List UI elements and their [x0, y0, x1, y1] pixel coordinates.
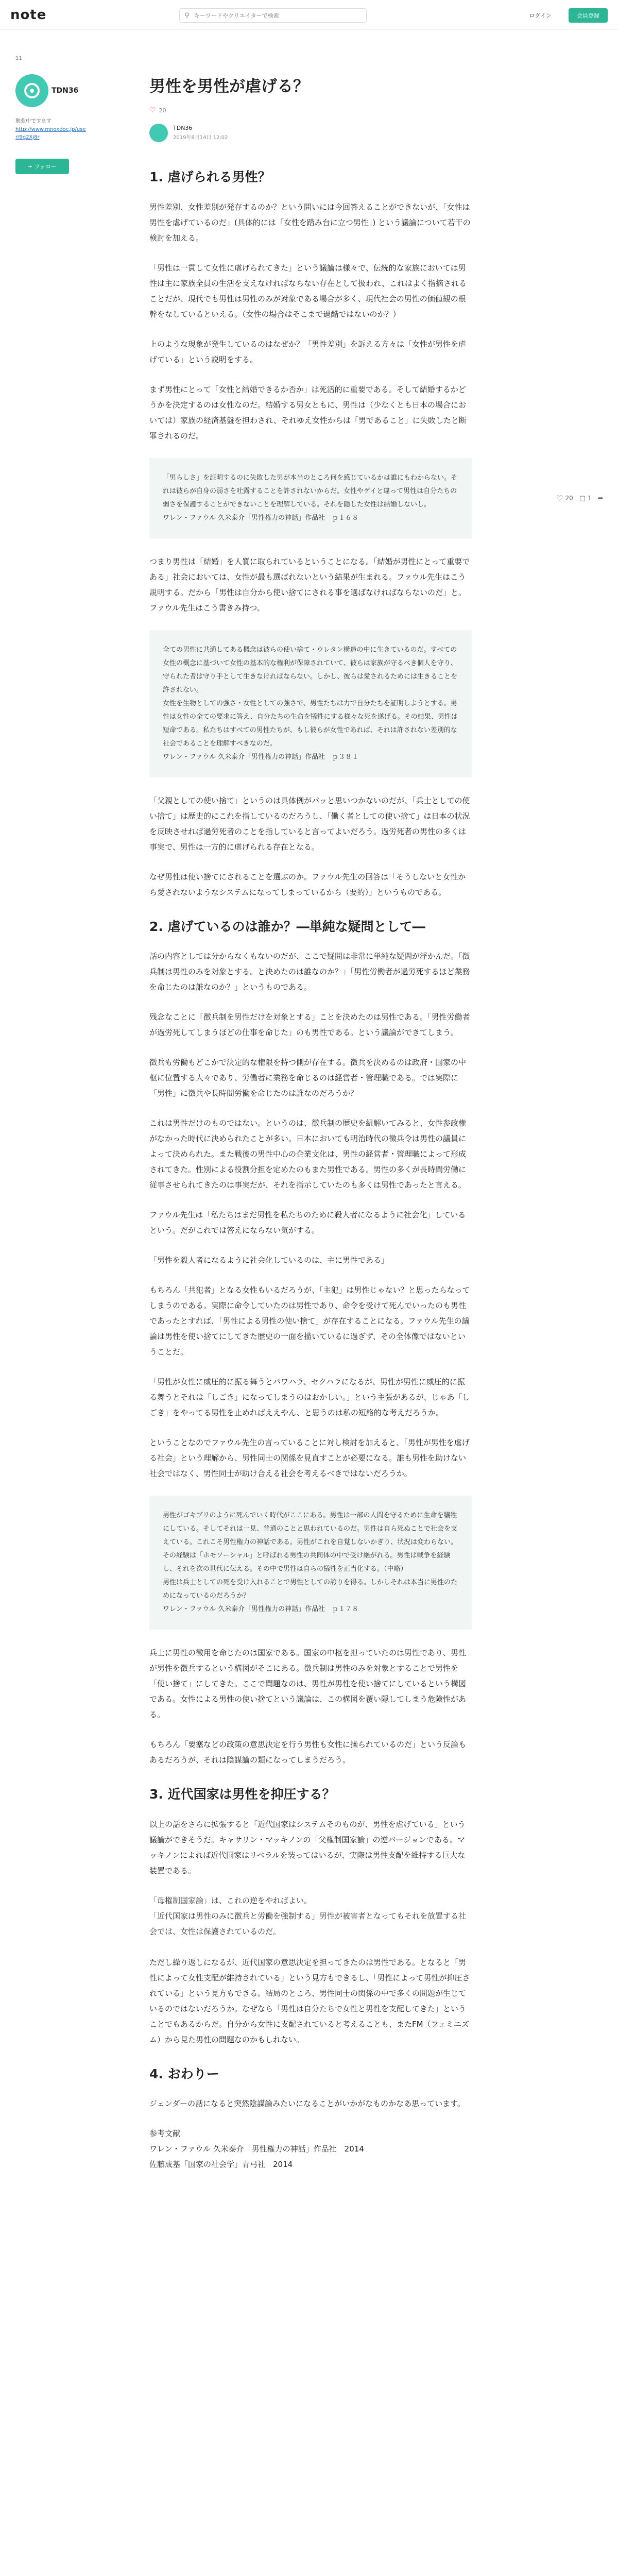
avatar-icon: [22, 80, 42, 101]
paragraph: 「父親としての使い捨て」というのは具体例がパッと思いつかないのだが、「兵士としての使い捨て」は歴史的にこれを指しているのだろうし、「働く者としての使い捨て」は日本の状況を反映させれば過労死者のことを指していると言ってよいだろう。過労死者の男性の多くは事実で、男性は一方的に虐げられる存在となる。: [149, 795, 470, 852]
quote-text: 「母権制国家論」は、これの逆をやればよい。 「近代国家は男性のみに徴兵と労働を強制する」男性が被害者となってもそれを放置する社会では、女性は保護されているのだ。: [149, 1895, 467, 1936]
paragraph: 「男性を殺人者になるように社会化しているのは、主に男性である」: [149, 1256, 389, 1265]
action-like-count: 20: [565, 495, 573, 502]
blockquote: [149, 1496, 472, 1630]
paragraph: 兵士に男性の徴用を命じたのは国家である。国家の中枢を担っていたのは男性であり、男性が男性を徴兵するという構図がそこにある。徴兵制は男性のみを対象とすることで男性を「使い捨て」にしてきた。ここで問題なのは、男性が男性を使い捨てにしているという構図である。女性による男性の使い捨てという議論は、この構図を覆い隠してしまう危険性がある。: [149, 1648, 467, 1719]
article-section: [149, 1786, 472, 2047]
paragraph: ファウル先生は「私たちはまだ男性を私たちのために殺人者になるように社会化」しているという。だがこれでは答えにならない気がする。: [149, 1210, 466, 1235]
signup-button[interactable]: 会員登録: [569, 8, 608, 23]
publish-date: 2019年8月14日 12:02: [173, 135, 228, 141]
paragraph: もちろん「要塞などの政策の意思決定を行う男性も女性に操られているのだ」という反論もあるだろうが、それは陰謀論の類になってしまうだろう。: [149, 1740, 467, 1765]
section-heading: 4. おわりー: [149, 2066, 219, 2081]
quote-text: 全ての男性に共通してある概念は彼らの使い捨て・ウレタン構造の中に生きているのだ。すべての女性の概念に基づいて女性の基本的な権利が保障されていて、彼らは家族が守るべき個人を守り、守られた者は守り手として生きなければならない。しかし、彼らは愛されるためには生きることを許されない。 女性を生物としての強さ・女性としての強さで、男性たちは力で自分たちを証明しようとする。男性は女性の全ての要求に答え、自分たちの生命を犠牲にする様々な死を遂げる。その結果、男性は短命である。私たちはすべての男性たちが、もし彼らが女性であれば、それは許されない差別的な社会であることを理解すべきなのだ。 ワレン・ファウル 久米泰介「男性権力の神話」作品社 ｐ３８１: [163, 646, 458, 761]
paragraph: 徴兵も労働もどこかで決定的な権限を持つ側が存在する。徴兵を決めるのは政府・国家の中枢に位置する人々であり、労働者に業務を命じるのは経営者・管理職である。では実際に「男性」に徴兵や長時間労働を命じたのは誰なのだろうか？: [149, 1058, 467, 1098]
paragraph: 上のような現象が発生しているのはなぜか？「男性差別」を訴える方々は「女性が男性を虐げている」という説明をする。: [149, 339, 467, 364]
paragraph: 男性差別、女性差別が発存するのか？という問いには今回答えることができないが、「女性は男性を虐げているのだ」(具体的には「女性を踏み台に立つ男性」) という議論について若干の検討を加える。: [149, 202, 471, 243]
author-row: [149, 124, 355, 144]
page-title: 男性を男性が虐げる？: [149, 77, 309, 96]
like-summary: [149, 106, 166, 114]
sidebar-author-name[interactable]: TDN36: [52, 87, 79, 95]
comment-icon[interactable]: □: [579, 494, 586, 502]
search-input[interactable]: [194, 12, 359, 19]
sidebar-tag: 11: [15, 56, 22, 61]
author-avatar[interactable]: [149, 124, 168, 142]
login-button[interactable]: ログイン: [520, 9, 560, 22]
paragraph: 「男性は一貫して女性に虐げられてきた」という議論は様々で、伝統的な家族においては男性は主に家族全員の生活を支えなければならない存在として扱われ、これはよく指摘されることだが、現代でも男性は男性のみが対象である場合が多く、現代社会の男性の価値観の根幹をなしているといえる。（女性の場合はそこまで過酷ではないのか？）: [149, 263, 467, 319]
profile-link[interactable]: http://www.mnoxdoc.jp/user/9g2Xj8r: [15, 127, 86, 140]
blockquote: [149, 630, 472, 777]
profile-text: 勉強中ですます: [15, 118, 52, 124]
quote-text: 男性がゴキブリのように死んでいく時代がここにある。男性は一部の人間を守るために生命を犠牲にしている。そしてそれは一見、普通のことと思われているのだ。男性は自ら死ぬことで社会を支えている。これこそ男性権力の神話である。男性がこれを自覚しないかぎり、状況は変わらない。 その経験は「ホモソーシャル」と呼ばれる男性の共同体の中で受け継がれる。男性は戦争を経験し、それを次の世代に伝える。その中で男性は自らの犠牲を正当化する。（中略） 男性は兵士としての死を受け入れることで男性としての誇りを得る。しかしそれは本当に男性のためになっているのだろうか？ ワレン・ファウル 久米泰介「男性権力の神話」作品社 ｐ１７８: [163, 1512, 458, 1613]
paragraph: ただし繰り返しになるが、近代国家の意思決定を担ってきたのは男性である。となると「男性によって女性支配が維持されている」という見方もできるし、「男性によって男性が抑圧されている」という見方もできる。結局のところ、男性同士の関係の中で多くの問題が生じているのではないだろうか。なぜなら「男性は自分たちで女性と男性を支配してきた」ということでもあるからだ。自分から女性に支配されていると考えることも、またFM（フェミニズム）から見た男性の問題なのかもしれない。: [149, 1957, 470, 2044]
article-section: [149, 919, 472, 1768]
paragraph: なぜ男性は使い捨てにされることを選ぶのか。ファウル先生の回答は「そうしないと女性から愛されないようなシステムになってしまっているから（要約）」というものである。: [149, 872, 466, 897]
article: [149, 76, 472, 2169]
heart-icon[interactable]: ♡: [149, 106, 156, 114]
paragraph: ということなのでファウル先生の言っていることに対し検討を加えると、「男性が男性を虐げる社会」という理解から、男性同士の関係を見直すことが必要になる。誰も男性を助けない社会ではなく、男性同士が助け合える社会を考えるべきではないだろうか。: [149, 1438, 470, 1478]
paragraph: 以上の話をさらに拡張すると「近代国家はシステムそのものが、男性を虐げている」という議論ができそうだ。キャサリン・マッキノンの「父権制国家論」の逆バージョンである。マッキノンによれば近代国家はリベラルを装ってはいるが、実際は男性支配を維持する巨大な装置である。: [149, 1819, 466, 1875]
action-comment-count: 1: [588, 495, 592, 502]
paragraph: ジェンダーの話になると突然陰謀論みたいになることがいかがなものかなあ思っています。: [149, 2099, 465, 2108]
paragraph: 「男性が女性に威圧的に振る舞うとパワハラ、セクハラになるが、男性が男性に威圧的に振る舞うとそれは「しごき」になってしまうのはおかしい。」という主張があるが、じゃあ「しごき」をやってる男性を止めればええやん、と思うのは私の短絡的な考えだろうか。: [149, 1377, 470, 1417]
paragraph: 話の内容としては分からなくもないのだが、ここで疑問は非常に単純な疑問が浮かんだ。「徴兵制は男性のみを対象とする。と決めたのは誰なのか？」「男性労働者が過労死するほど業務を命じたのは誰なのか？」というものである。: [149, 952, 470, 992]
section-heading: 1. 虐げられる男性？: [149, 170, 271, 184]
like-icon[interactable]: ♡: [556, 494, 563, 503]
like-count: 20: [159, 107, 166, 114]
section-heading: 3. 近代国家は男性を抑圧する？: [149, 1787, 335, 1802]
paragraph: これは男性だけのものではない。というのは、徴兵制の歴史を紐解いてみると、女性参政権がなかった時代に決められたことが多い。日本においても明治時代の徴兵令は男性の議員によって決められた。また戦後の男性中心の企業文化は、男性の経営者・管理職によって形成されてきた。性別による役割分担を定めたのもまた男性である。男性の多くが長時間労働に従事させられてきたのは事実だが、それを指示していたのも多くは男性であったと言える。: [149, 1118, 467, 1190]
article-section: [149, 169, 472, 900]
paragraph: もちろん「共犯者」となる女性もいるだろうが、「主犯」は男性じゃない？と思ったらなってしまうのである。実際に命令していたのは男性であり、命令を受けて死んでいったのも男性であったとすれば、「男性による男性の使い捨て」が存在することになる。ファウル先生の議論は男性を使い捨てにしてきた歴史の一面を描いているに過ぎず、その全体像ではないということだ。: [149, 1285, 470, 1357]
article-body: [149, 169, 472, 2187]
section-heading: 2. 虐げているのは誰か？―単純な疑問として―: [149, 919, 425, 934]
blockquote: [149, 1893, 472, 1939]
follow-button[interactable]: + フォロー: [15, 159, 69, 174]
author-name[interactable]: TDN36: [173, 125, 193, 131]
paragraph: まず男性にとって「女性と結婚できるか否か」は死活的に重要である。そして結婚するかどうかを決定するのは女性なのだ。結婚する男女ともに、男性は（少なくとも日本の場合においては）家族の経済基盤を担わされ、それゆえ女性からは「男であること」に失敗したと断罪されるのだ。: [149, 384, 467, 440]
floating-actions: [556, 494, 610, 503]
note-logo[interactable]: note: [10, 7, 47, 23]
article-section: [149, 2066, 472, 2173]
blockquote: [149, 458, 472, 538]
share-icon[interactable]: ➦: [597, 494, 604, 502]
paragraph: 残念なことに「徴兵制を男性だけを対象とする」ことを決めたのは男性である。「男性労働者が過労死してしまうほどの仕事を命じた」のも男性である。という議論ができてしまう。: [149, 1012, 470, 1037]
quote-text: 「男らしさ」を証明するのに失敗した男が本当のところ何を感じているかは誰にもわからない。それは彼らが自身の弱さを吐露することを許されないからだ。女性やゲイと違って男性は自分たちの弱さを保護することができないことを理解している。それを隠した女性は結婚しないし。 ワレン・ファウル 久米泰介「男性権力の神話」作品社 ｐ１６８: [163, 473, 458, 522]
search-box[interactable]: [179, 8, 367, 23]
site-header: [0, 0, 618, 30]
paragraph: つまり男性は「結婚」を人質に取られているということになる。「結婚が男性にとって重要である」社会においては、女性が最も選ばれないという結果が生まれる。ファウル先生はこう説明する。だから「男性は自分から使い捨てにされる事を選ばなければならないのだ」と。ファウル先生はこう書きみ持つ。: [149, 556, 470, 613]
search-icon: ⚲: [184, 11, 190, 20]
avatar[interactable]: [15, 74, 48, 107]
references: 参考文献 ワレン・ファウル 久米泰介「男性権力の神話」作品社 2014 佐藤成基「国家の社会学」青弓社 2014: [149, 2129, 364, 2169]
